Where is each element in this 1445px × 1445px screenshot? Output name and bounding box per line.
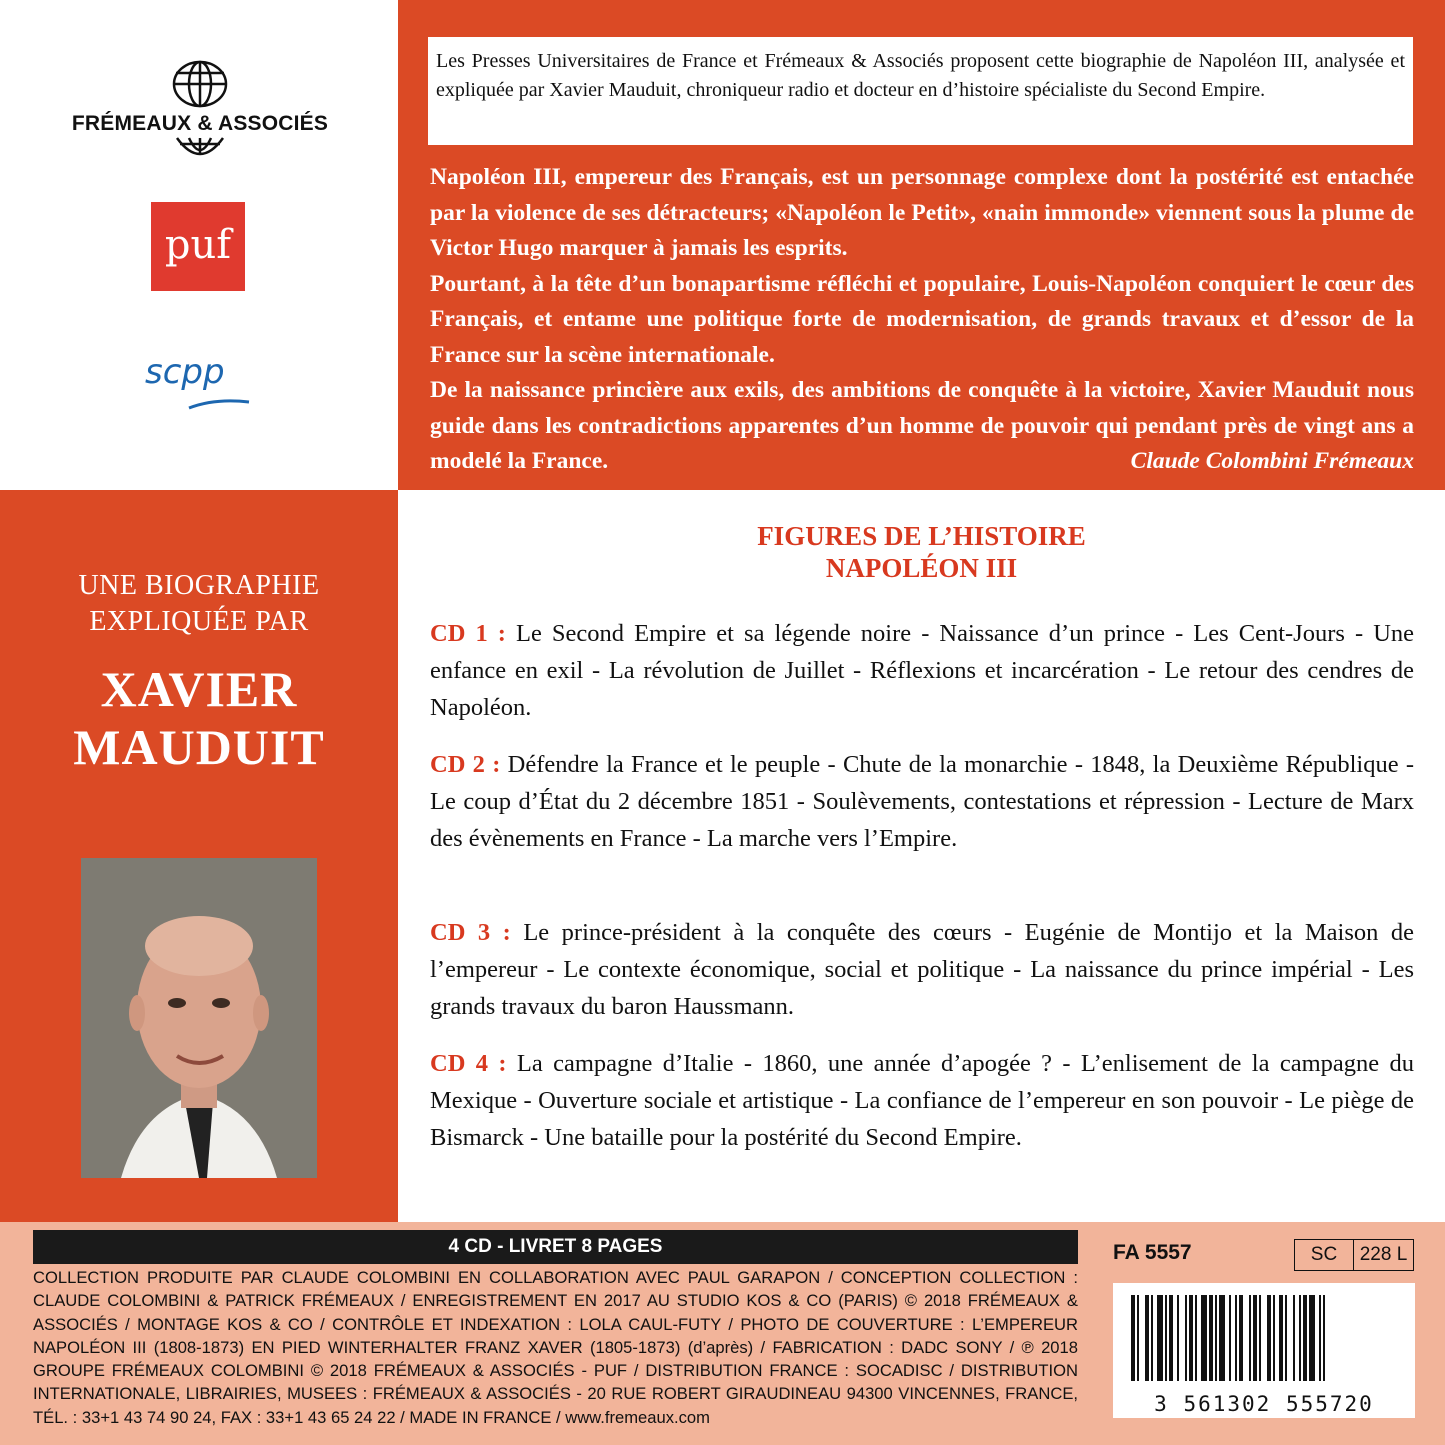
fremeaux-logo	[60, 60, 340, 150]
barcode-bar	[1285, 1295, 1287, 1381]
barcode-bar	[1229, 1295, 1231, 1381]
barcode-bar	[1319, 1295, 1321, 1381]
subtitle-line: UNE BIOGRAPHIE	[78, 570, 320, 601]
barcode-bar	[1259, 1295, 1261, 1381]
globe-icon	[165, 60, 235, 116]
price-code-box	[1294, 1239, 1414, 1271]
cd-description: Le Second Empire et sa légende noire - Naissance d’un prince - Les Cent-Jours - Une enfance en exil - La révolution de Juillet - Réflexions et incarcération - Le retour des cendres de Napoléon.	[430, 620, 1415, 721]
barcode-bar	[1145, 1295, 1149, 1381]
bio-paragraph	[430, 373, 1414, 480]
biography-text	[430, 160, 1414, 480]
barcode-bar	[1151, 1295, 1153, 1381]
barcode-bar	[1273, 1295, 1275, 1381]
barcode-bar	[1279, 1295, 1283, 1381]
author-first-name: XAVIER	[100, 661, 298, 717]
bio-paragraph: Pourtant, à la tête d’un bonapartisme réfléchi et populaire, Louis-Napoléon conquiert le cœur des Français, et entame une politique forte de modernisation, de grands travaux et d’essor de la France sur la scène internationale.	[430, 270, 1414, 368]
barcode-bar	[1299, 1295, 1301, 1381]
credits-text: COLLECTION PRODUITE PAR CLAUDE COLOMBINI EN COLLABORATION AVEC PAUL GARAPON / CONCEPTION COLLECTION : CLAUDE COLOMBINI & PATRICK FRÉMEAUX / ENREGISTREMENT EN 2017 AU STUDIO KOS & CO (PARIS) © 2018 FRÉMEAUX & ASSOCIÉS / MONTAGE KOS & CO / CONTRÔLE ET INDEXATION : LOLA CAUL-FUTY / PHOTO DE COUVERTURE : L’EMPEREUR NAPOLÉON III (1808-1873) EN PIED WINTERHALTER FRANZ XAVER (1805-1873) (d’après) / FABRICATION : DADC SONY / ℗ 2018 GROUPE FRÉMEAUX COLOMBINI © 2018 FRÉMEAUX & ASSOCIÉS - PUF / DISTRIBUTION FRANCE : SOCADISC / DISTRIBUTION INTERNATIONALE, LIBRAIRIES, MUSEES : FRÉMEAUX & ASSOCIÉS - 20 RUE ROBERT GIRAUDINEAU 94300 VINCENNES, FRANCE, TÉL. : 33+1 43 74 90 24, FAX : 33+1 43 65 24 22 / MADE IN FRANCE / www.fremeaux.com	[33, 1268, 1078, 1427]
globe-bottom-icon	[165, 136, 235, 162]
author-name	[0, 660, 398, 776]
barcode-digits: 3 561302 555720	[1154, 1392, 1374, 1416]
cd-item	[430, 746, 1414, 857]
barcode-bar	[1209, 1295, 1213, 1381]
barcode-bar	[1201, 1295, 1207, 1381]
barcode-bar	[1323, 1295, 1325, 1381]
barcode-bar	[1195, 1295, 1197, 1381]
barcode-bar	[1267, 1295, 1271, 1381]
cd-description: Le prince-président à la conquête des cœurs - Eugénie de Montijo et la Maison de l’empereur - Le contexte économique, social et politique - La naissance du prince impérial - Les grands travaux du baron Haussmann.	[430, 919, 1415, 1020]
barcode-bar	[1215, 1295, 1217, 1381]
barcode-bar	[1239, 1295, 1243, 1381]
cd-item	[430, 914, 1414, 1025]
cd-item	[430, 615, 1414, 726]
barcode-bar	[1293, 1295, 1295, 1381]
barcode-bar	[1309, 1295, 1315, 1381]
barcode-bar	[1137, 1295, 1139, 1381]
barcode-bar	[1219, 1295, 1225, 1381]
scpp-text: scpp	[145, 352, 225, 392]
barcode-bar	[1185, 1295, 1187, 1381]
catalog-number: FA 5557	[1113, 1241, 1192, 1264]
barcode-bar	[1169, 1295, 1173, 1381]
puf-logo: puf	[151, 202, 245, 291]
cd-item	[430, 1045, 1414, 1156]
author-portrait	[81, 858, 317, 1178]
author-last-name: MAUDUIT	[73, 719, 325, 775]
barcode-bar	[1177, 1295, 1179, 1381]
intro-text: Les Presses Universitaires de France et Frémeaux & Associés proposent cette biographie de Napoléon III, analysée et expliquée par Xavier Mauduit, chroniqueur radio et docteur en d’histoire spécialiste du Second Empire.	[428, 37, 1413, 145]
barcode-bar	[1165, 1295, 1167, 1381]
series-subject: NAPOLÉON III	[825, 553, 1018, 583]
bio-paragraph: Napoléon III, empereur des Français, est un personnage complexe dont la postérité est entachée par la violence de ses détracteurs; «Napoléon le Petit», «nain immonde» viennent sous la plume de Victor Hugo marquer à jamais les esprits.	[430, 164, 1414, 261]
price-value: 228 L	[1359, 1244, 1408, 1265]
price-code: SC	[1295, 1240, 1354, 1270]
scpp-logo	[145, 352, 265, 412]
barcode-bar	[1131, 1295, 1135, 1381]
barcode-bar	[1157, 1295, 1163, 1381]
author-subtitle	[0, 568, 398, 640]
scpp-swoosh-icon	[185, 398, 255, 412]
series-name: FIGURES DE L’HISTOIRE	[757, 521, 1086, 551]
bio-paragraph-text: De la naissance princière aux exils, des ambitions de conquête à la victoire, Xavier Mauduit nous guide dans les contradictions apparentes d’un homme de pouvoir qui pendant près de vingt ans a modelé la France.	[430, 377, 1414, 474]
barcode-bar	[1235, 1295, 1237, 1381]
cd-label: CD 3 :	[430, 919, 511, 946]
cd-description: Défendre la France et le peuple - Chute de la monarchie - 1848, la Deuxième République - Le coup d’État du 2 décembre 1851 - Soulèvements, contestations et répression - Lecture de Marx des évènements en France - La marche vers l’Empire.	[430, 751, 1415, 852]
barcode-bar	[1253, 1295, 1257, 1381]
portrait-image	[81, 858, 317, 1178]
barcode-bars	[1113, 1283, 1415, 1393]
fremeaux-name: FRÉMEAUX & ASSOCIÉS	[71, 112, 329, 135]
barcode-bar	[1303, 1295, 1307, 1381]
subtitle-line: EXPLIQUÉE PAR	[89, 606, 309, 637]
series-title	[398, 520, 1445, 584]
barcode-bar	[1189, 1295, 1193, 1381]
cd-description: La campagne d’Italie - 1860, une année d’apogée ? - L’enlisement de la campagne du Mexique - Ouverture sociale et artistique - La confiance de l’empereur en son pouvoir - Le piège de Bismarck - Une bataille pour la postérité du Second Empire.	[430, 1050, 1414, 1151]
signature: Claude Colombini Frémeaux	[1130, 448, 1414, 474]
cd-label: CD 2 :	[430, 751, 501, 778]
cd-label: CD 4 :	[430, 1050, 507, 1077]
barcode-bar	[1249, 1295, 1251, 1381]
cd-label: CD 1 :	[430, 620, 506, 647]
barcode	[1113, 1283, 1415, 1418]
format-bar: 4 CD - LIVRET 8 PAGES	[33, 1230, 1078, 1264]
